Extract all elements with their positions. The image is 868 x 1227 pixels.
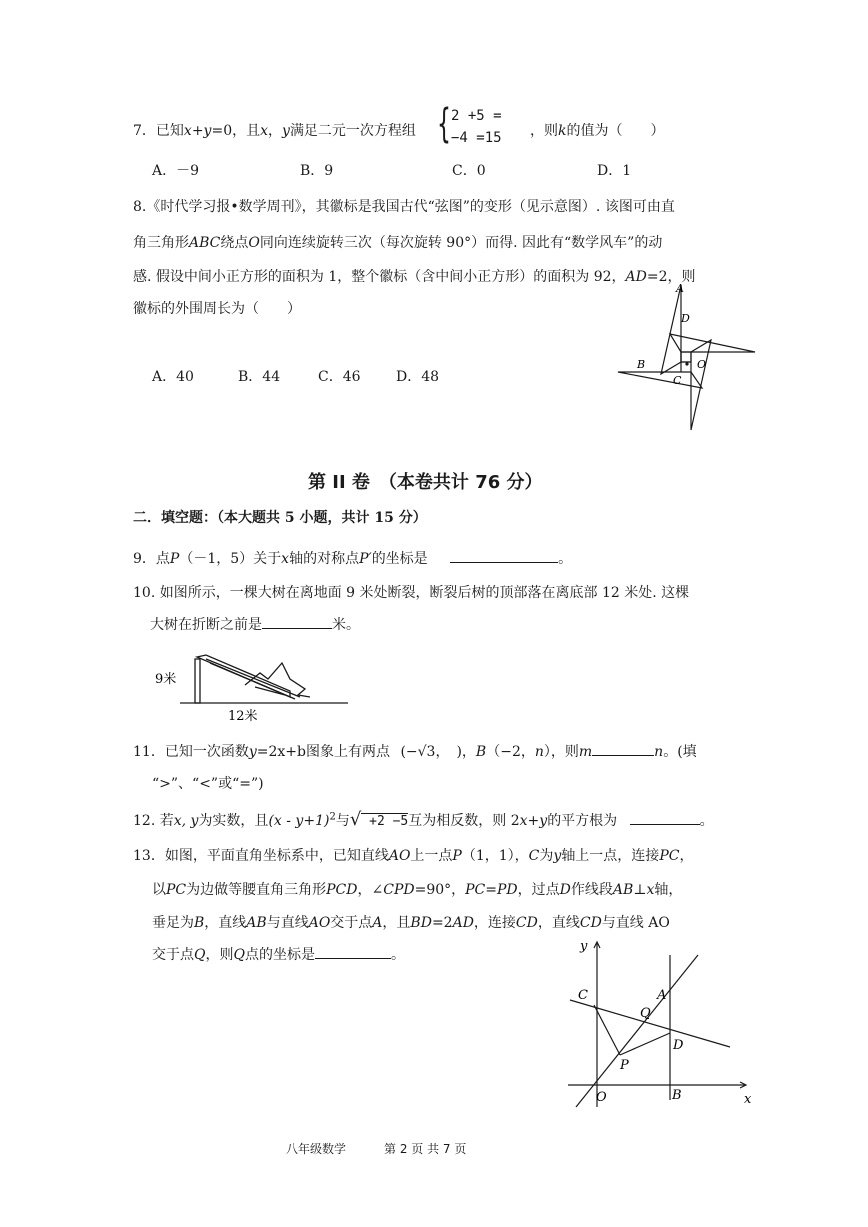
q13-var-q2: Q	[233, 947, 245, 963]
q7-option-c: C．0	[452, 163, 486, 179]
q7-text-d: ，则	[530, 123, 558, 139]
label-b: B	[637, 358, 646, 371]
q7-comma: ，	[268, 123, 283, 139]
q12-var-xy: x, y	[173, 813, 199, 829]
q7-text-b: =0，且	[211, 123, 261, 139]
q9-text-c: 轴的对称点	[289, 551, 360, 567]
q13-l2-i: 轴，	[654, 882, 683, 898]
q7-option-b: B．9	[300, 163, 334, 179]
q8-option-c: C．46	[318, 369, 361, 385]
q13-l3-c: 与直线	[266, 915, 309, 931]
footer-page: 第 2 页 共 7 页	[384, 1142, 467, 1156]
q11-point-2: （−2，	[486, 744, 535, 760]
center-dot	[685, 362, 688, 365]
q8-option-d: D．48	[396, 369, 440, 385]
q13-l2-b: 为边做等腰直角三角形	[186, 882, 327, 898]
q10-answer-blank[interactable]	[262, 614, 332, 629]
q7-equation-system	[437, 101, 535, 150]
q13-l2-a: 以	[152, 882, 166, 898]
q7-var-expr: x+y	[183, 123, 212, 139]
q8-var-o: O	[248, 235, 260, 251]
q7-text-a: 7．已知	[133, 123, 184, 139]
q13-var-pcd: PCD	[326, 882, 358, 898]
tree-trunk	[195, 659, 200, 703]
q13-var-cpd: CPD	[383, 882, 415, 898]
q9-text-d: 的坐标是	[371, 551, 428, 567]
q10-line2	[150, 614, 360, 634]
q12-answer-blank[interactable]	[630, 810, 700, 825]
segment-pc	[594, 1005, 620, 1055]
section-title: 第 II 卷 （本卷共计 76 分）	[308, 472, 543, 493]
q13-var-x: x	[646, 882, 655, 898]
q11-text-b: 图象上有两点	[305, 744, 390, 760]
q13-var-pd: PD	[497, 882, 518, 898]
q7-text-c: 满足二元一次方程组	[289, 123, 416, 139]
q11-point-1: (−√3， )	[400, 744, 462, 760]
q13-var-ab: AB	[612, 882, 634, 898]
q9-end: 。	[558, 551, 573, 567]
label-c: C	[673, 374, 682, 387]
label-d: D	[673, 1038, 684, 1053]
q12-end: 。	[699, 813, 714, 829]
q12-plus: +	[527, 813, 540, 829]
q13-var-pc: PC	[659, 848, 680, 864]
q11-eq: =2x+b	[256, 744, 306, 760]
q13-l3-e: ，且	[382, 915, 411, 931]
q13-var-ab2: AB	[246, 915, 267, 931]
q12-text-b: 为实数，且	[198, 813, 269, 829]
q13-l3-d: 交于点	[330, 915, 373, 931]
q7-stem-tail	[530, 120, 664, 140]
q13-var-c: C	[528, 848, 540, 864]
q7-option-a: A．－9	[152, 163, 200, 179]
q13-var-ad: AD	[452, 915, 474, 931]
q13-l1-b: 上一点	[410, 848, 453, 864]
q11-var-n2: n	[654, 744, 664, 760]
q13-l2-c: ，∠	[357, 882, 384, 898]
q13-var-d: D	[559, 882, 571, 898]
label-12m: 12米	[228, 709, 258, 724]
segment-pd	[620, 1033, 670, 1055]
q10-line2-a: 大树在折断之前是	[150, 617, 262, 633]
q13-l3-h: ，直线	[537, 915, 580, 931]
q13-l1-f: ，	[679, 848, 694, 864]
q13-l2-e: =	[485, 882, 498, 898]
q13-l2-d: =90°，	[414, 882, 466, 898]
q9-stem	[133, 548, 572, 568]
triangle-right	[670, 334, 755, 352]
triangle-top	[661, 285, 681, 374]
q13-coordinate-figure	[560, 935, 760, 1110]
q13-l4-b: ，则	[205, 947, 234, 963]
q11-text-a: 11．已知一次函数	[133, 744, 249, 760]
q11-comma: ，	[461, 744, 476, 760]
q13-l3-i: 与直线 AO	[601, 915, 670, 931]
q11-var-m: m	[578, 744, 593, 760]
section-heading: 二．填空题：（本大题共 5 小题，共计 15 分）	[133, 510, 427, 526]
q10-tree-figure	[150, 645, 355, 725]
q13-l3-g: ，连接	[473, 915, 516, 931]
q7-text-e: 的值为（ ）	[566, 123, 665, 139]
q13-var-ao: AO	[388, 848, 411, 864]
q10-line1: 10. 如图所示，一棵大树在离地面 9 米处断裂，断裂后树的顶部落在离底部 12 米处. 这棵	[133, 585, 690, 601]
label-o: O	[596, 1090, 607, 1105]
q11-text-d: ），则	[543, 744, 579, 760]
q13-l1-e: 轴上一点，连接	[561, 848, 660, 864]
q8-option-a: A．40	[152, 369, 194, 385]
q13-l2-f: ，过点	[517, 882, 560, 898]
q8-line3-b: =2，则	[646, 269, 696, 285]
q13-var-pc3: PC	[465, 882, 486, 898]
q13-var-bd: BD	[410, 915, 432, 931]
center-square	[681, 352, 691, 362]
q9-answer-blank[interactable]	[450, 548, 558, 563]
q8-option-b: B．44	[238, 369, 281, 385]
line-ao	[576, 955, 698, 1107]
q13-var-pc2: PC	[166, 882, 187, 898]
q11-line2: “>”、“<”或“=”)	[152, 776, 264, 792]
q12-var-y: y	[539, 813, 548, 829]
label-b: B	[672, 1088, 682, 1103]
q13-line4	[152, 944, 405, 964]
q7-var-k: k	[558, 123, 567, 139]
q13-var-y: y	[553, 848, 562, 864]
q8-line3	[133, 266, 696, 286]
q8-line1: 8.《时代学习报•数学周刊》，其徽标是我国古代“弦图”的变形（见示意图）. 该图可由直	[133, 199, 675, 215]
q13-var-cd2: CD	[579, 915, 602, 931]
label-y: y	[580, 939, 588, 954]
q13-l1-a: 13．如图，平面直角坐标系中，已知直线	[133, 848, 389, 864]
q13-line1	[133, 845, 693, 865]
q13-l2-h: ⊥	[633, 882, 647, 898]
q11-var-y: y	[248, 744, 257, 760]
q13-end: 。	[390, 947, 405, 963]
q11-var-n: n	[534, 744, 544, 760]
q10-line2-b: 米。	[332, 617, 360, 633]
label-a: A	[676, 282, 684, 295]
q13-var-b: B	[194, 915, 205, 931]
q13-l4-a: 交于点	[152, 947, 194, 963]
q12-square: 2	[329, 811, 336, 823]
q7-option-d: D．1	[597, 163, 632, 179]
q9-var-pp: P′	[359, 551, 372, 567]
q8-line2-b: 绕点	[220, 235, 249, 251]
label-x: x	[744, 1092, 752, 1107]
label-c: C	[578, 988, 588, 1003]
q13-l3-a: 垂足为	[152, 915, 194, 931]
q13-var-cd: CD	[515, 915, 538, 931]
q13-l1-c: （1，1），	[461, 848, 529, 864]
q8-var-ad: AD	[625, 269, 647, 285]
q13-var-q: Q	[194, 947, 206, 963]
q13-var-ao2: AO	[308, 915, 331, 931]
q7-brace: {	[437, 101, 451, 147]
q11-text-e: 。(填	[663, 744, 697, 760]
q8-line2-a: 角三角形	[133, 235, 189, 251]
q8-line3-a: 感. 假设中间小正方形的面积为 1，整个徽标（含中间小正方形）的面积为 92，	[133, 269, 626, 285]
q13-answer-blank[interactable]	[315, 944, 391, 959]
q13-var-p: P	[452, 848, 462, 864]
q12-text-d: 互为相反数，则 2	[408, 813, 520, 829]
q12-radicand: +2 −5	[361, 814, 409, 829]
q11-answer-blank[interactable]	[592, 741, 654, 756]
q13-l3-b: ，直线	[204, 915, 247, 931]
q12-text-c: 与	[335, 813, 350, 829]
triangle-left	[618, 372, 702, 388]
q11-var-b: B	[475, 744, 487, 760]
q7-stem	[133, 120, 416, 140]
q8-var-abc: ABC	[189, 235, 221, 251]
q12-text-a: 12. 若	[133, 813, 174, 829]
q12-var-x: x	[519, 813, 528, 829]
q11-stem	[133, 741, 697, 761]
q8-line2-c: 同向连续旋转三次（每次旋转 90°）而得. 因此有“数学风车”的动	[259, 235, 663, 251]
q9-var-p: P	[169, 551, 180, 567]
q7-var-x: x	[260, 123, 269, 139]
q9-var-x: x	[281, 551, 290, 567]
q13-l3-f: =2	[431, 915, 453, 931]
q7-equation-2: −4 =15	[451, 130, 502, 146]
q12-expr: (x - y+1)	[268, 813, 330, 829]
q12-text-e: 的平方根为	[547, 813, 618, 829]
label-a: A	[657, 988, 667, 1003]
label-p: P	[620, 1058, 629, 1073]
q8-pinwheel-figure	[615, 282, 760, 434]
q9-text-a: 9．点	[133, 551, 170, 567]
q13-l4-c: 点的坐标是	[244, 947, 315, 963]
q8-line4: 徽标的外围周长为（ ）	[133, 301, 301, 317]
q13-line2	[152, 879, 682, 899]
q13-var-a: A	[372, 915, 383, 931]
label-q: Q	[640, 1006, 651, 1021]
footer-subject: 八年级数学	[286, 1142, 347, 1156]
triangle-bottom	[691, 340, 711, 430]
q7-var-y: y	[282, 123, 290, 139]
label-d: D	[681, 312, 690, 325]
q7-equation-1: 2 +5 =	[451, 108, 502, 124]
q13-l1-d: 为	[539, 848, 554, 864]
q12-stem	[133, 809, 714, 830]
q9-text-b: （－1，5）关于	[179, 551, 282, 567]
q13-line3	[152, 912, 670, 932]
label-o: O	[697, 358, 707, 371]
q8-line2	[133, 232, 662, 252]
label-9m: 9米	[155, 672, 177, 687]
q12-sqrt-sign: √	[349, 809, 362, 830]
q13-l2-g: 作线段	[570, 882, 613, 898]
